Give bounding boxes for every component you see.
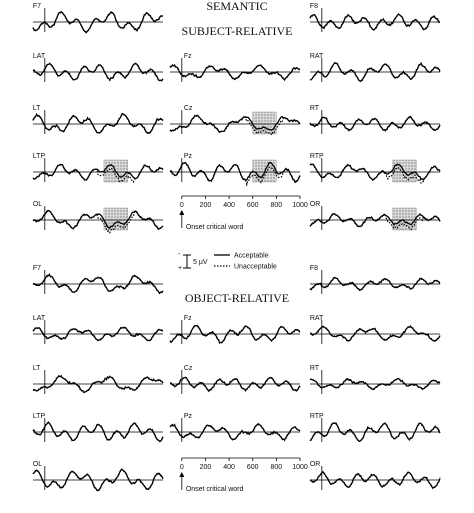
onset-caption: Onset critical word — [185, 486, 244, 493]
electrode-label: RTP — [309, 413, 324, 420]
electrode-label: OL — [32, 201, 43, 208]
electrode-label: Cz — [183, 105, 193, 112]
erp-panel-cz — [170, 105, 300, 135]
erp-panel-f7 — [33, 265, 163, 294]
electrode-label: Pz — [183, 153, 192, 160]
erp-panel-lt — [33, 365, 163, 394]
x-tick-label: 800 — [270, 202, 283, 209]
scale-plus: + — [178, 265, 183, 272]
legend-unacceptable-label: Unacceptable — [234, 263, 277, 271]
electrode-label: LTP — [32, 153, 46, 160]
x-tick-label: 400 — [223, 464, 235, 471]
electrode-label: F8 — [309, 3, 318, 10]
erp-panel-lt — [33, 105, 163, 134]
chart-title-semantic: SEMANTIC — [206, 0, 268, 13]
x-tick-label: 1000 — [292, 464, 308, 471]
erp-panel-ol — [33, 461, 163, 491]
electrode-label: Cz — [183, 365, 193, 372]
scale-label: 5 μV — [193, 259, 208, 266]
erp-panel-ltp — [33, 153, 163, 182]
erp-panel-f8 — [310, 265, 440, 294]
erp-panel-fz — [170, 53, 300, 82]
electrode-label: OR — [309, 201, 321, 208]
onset-caption: Onset critical word — [185, 224, 244, 231]
series-unacceptable-line — [310, 214, 440, 229]
erp-panel-or — [310, 461, 440, 490]
erp-panel-pz — [170, 413, 300, 442]
x-tick-label: 1000 — [292, 202, 308, 209]
electrode-label: Fz — [183, 53, 192, 60]
erp-panel-lat — [33, 315, 163, 344]
onset-arrow-head — [179, 210, 184, 215]
x-tick-label: 400 — [223, 202, 235, 209]
x-tick-label: 200 — [199, 202, 212, 209]
chart-title-object-relative: OBJECT-RELATIVE — [184, 291, 290, 305]
electrode-label: F7 — [32, 265, 41, 272]
significance-window — [393, 160, 417, 182]
series-acceptable-line — [33, 114, 163, 134]
electrode-label: OR — [309, 461, 321, 468]
onset-arrow-head — [179, 472, 184, 477]
electrode-label: RT — [309, 365, 320, 372]
electrode-label: RAT — [309, 315, 324, 322]
series-unacceptable-line — [33, 164, 163, 182]
x-tick-label: 600 — [246, 464, 259, 471]
electrode-label: LT — [32, 105, 41, 112]
x-tick-label: 0 — [179, 464, 184, 471]
x-tick-label: 200 — [199, 464, 212, 471]
electrode-label: Fz — [183, 315, 192, 322]
erp-panel-cz — [170, 365, 300, 394]
electrode-label: Pz — [183, 413, 192, 420]
erp-panel-or — [310, 201, 440, 230]
time-axis — [179, 458, 308, 493]
electrode-label: LAT — [32, 315, 46, 322]
electrode-label: LT — [32, 365, 41, 372]
x-tick-label: 800 — [270, 464, 283, 471]
erp-panel-rat — [310, 315, 440, 344]
legend-acceptable-label: Acceptable — [234, 252, 269, 260]
erp-panel-rat — [310, 53, 440, 82]
erp-panel-f7 — [33, 3, 163, 33]
electrode-label: RAT — [309, 53, 324, 60]
electrode-label: LTP — [32, 413, 46, 420]
scale-minus: - — [178, 251, 181, 258]
erp-panel-ol — [33, 201, 163, 233]
erp-panel-ltp — [33, 413, 163, 442]
erp-panel-rtp — [310, 153, 440, 183]
erp-panel-rt — [310, 365, 440, 394]
electrode-label: LAT — [32, 53, 46, 60]
series-unacceptable-line — [170, 65, 300, 80]
erp-panel-pz — [170, 153, 300, 185]
electrode-label: F8 — [309, 265, 318, 272]
legend — [178, 251, 277, 272]
electrode-label: OL — [32, 461, 43, 468]
erp-panel-fz — [170, 315, 300, 344]
x-tick-label: 600 — [246, 202, 259, 209]
electrode-label: RT — [309, 105, 320, 112]
erp-panel-rt — [310, 105, 440, 134]
x-tick-label: 0 — [179, 202, 184, 209]
electrode-label: RTP — [309, 153, 324, 160]
chart-subtitle-subject-relative: SUBJECT-RELATIVE — [181, 24, 293, 38]
series-unacceptable-line — [33, 113, 163, 133]
erp-panel-lat — [33, 53, 163, 82]
time-axis — [179, 196, 308, 231]
erp-panel-rtp — [310, 413, 440, 442]
erp-panel-f8 — [310, 3, 440, 32]
significance-window — [253, 112, 277, 134]
electrode-label: F7 — [32, 3, 41, 10]
